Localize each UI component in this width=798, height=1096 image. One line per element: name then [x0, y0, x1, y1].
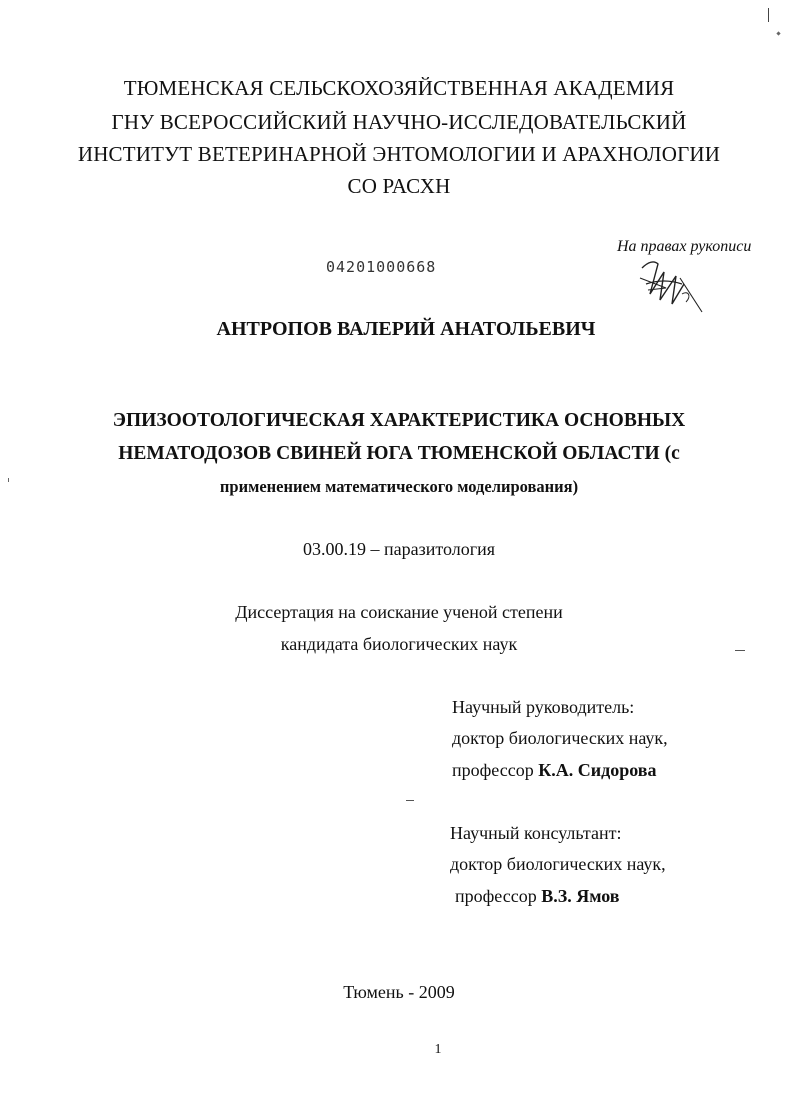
specialty: 03.00.19 – паразитология — [302, 539, 496, 559]
supervisor-title: профессор — [452, 760, 539, 780]
consultant-title: профессор — [455, 886, 542, 906]
scan-speck — [8, 478, 9, 482]
page-number: 1 — [434, 1042, 442, 1057]
institution-line-3: ИНСТИТУТ ВЕТЕРИНАРНОЙ ЭНТОМОЛОГИИ И АРАХНОЛОГИИ — [77, 142, 721, 166]
institution-line-4: СО РАСХН — [347, 174, 451, 198]
degree-line-2: кандидата биологических наук — [280, 634, 518, 654]
scan-mark — [768, 8, 769, 22]
supervisor-name: К.А. Сидорова — [538, 760, 657, 780]
scan-speck — [735, 650, 745, 651]
manuscript-rights: На правах рукописи — [617, 238, 752, 255]
supervisor-degree: доктор биологических наук, — [452, 728, 668, 748]
consultant-name: В.З. Ямов — [541, 886, 620, 906]
scan-speck — [406, 800, 414, 801]
consultant-line — [455, 886, 620, 907]
consultant-degree: доктор биологических наук, — [450, 854, 666, 874]
degree-line-1: Диссертация на соискание ученой степени — [235, 602, 563, 622]
institution-line-1: ТЮМЕНСКАЯ СЕЛЬСКОХОЗЯЙСТВЕННАЯ АКАДЕМИЯ — [123, 76, 675, 100]
consultant-role: Научный консультант: — [450, 823, 622, 843]
registration-number: 04201000668 — [326, 258, 437, 276]
title-line-2: НЕМАТОДОЗОВ СВИНЕЙ ЮГА ТЮМЕНСКОЙ ОБЛАСТИ (с — [118, 443, 680, 464]
title-line-3: применением математического моделирования) — [219, 477, 579, 496]
title-line-1: ЭПИЗООТОЛОГИЧЕСКАЯ ХАРАКТЕРИСТИКА ОСНОВНЫХ — [112, 410, 686, 431]
place-year: Тюмень - 2009 — [343, 982, 455, 1002]
institution-line-2: ГНУ ВСЕРОССИЙСКИЙ НАУЧНО-ИССЛЕДОВАТЕЛЬСКИЙ — [111, 110, 687, 134]
supervisor-line — [452, 760, 657, 781]
signature-icon — [636, 254, 710, 316]
supervisor-role: Научный руководитель: — [452, 697, 635, 717]
author-name: АНТРОПОВ ВАЛЕРИЙ АНАТОЛЬЕВИЧ — [216, 318, 596, 340]
scan-speck — [776, 31, 780, 35]
